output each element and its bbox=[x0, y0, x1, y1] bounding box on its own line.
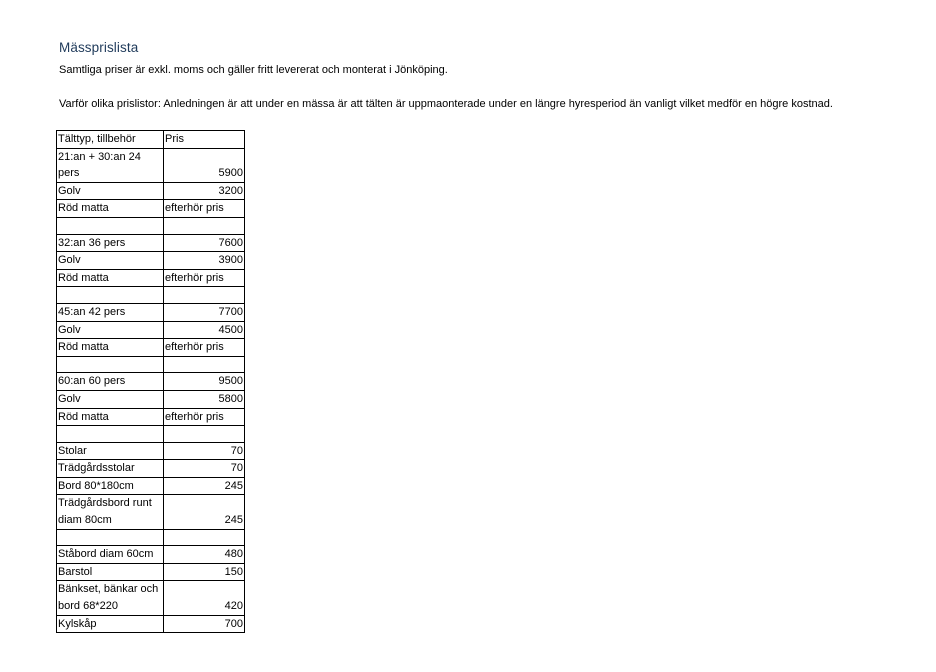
price-cell: 480 bbox=[164, 546, 245, 564]
explanation-text: Varför olika prislistor: Anledningen är att under en mässa är att tälten är uppmaonterade under en längre hyresperiod än vanligt vilket medför en högre kostnad. bbox=[59, 98, 833, 110]
price-cell bbox=[164, 356, 245, 373]
item-cell: Bord 80*180cm bbox=[57, 477, 164, 495]
item-cell bbox=[57, 529, 164, 546]
item-cell: Röd matta bbox=[57, 269, 164, 287]
item-cell: Röd matta bbox=[57, 339, 164, 357]
price-table bbox=[56, 130, 245, 633]
price-cell: 70 bbox=[164, 460, 245, 478]
price-cell: 3900 bbox=[164, 252, 245, 270]
table-row bbox=[57, 339, 245, 357]
price-cell: 700 bbox=[164, 615, 245, 633]
price-cell: 3200 bbox=[164, 182, 245, 200]
item-cell bbox=[57, 287, 164, 304]
price-cell: 7700 bbox=[164, 303, 245, 321]
table-row bbox=[57, 495, 245, 529]
table-row bbox=[57, 182, 245, 200]
table-row bbox=[57, 321, 245, 339]
price-cell: 245 bbox=[164, 495, 245, 529]
item-cell: Röd matta bbox=[57, 200, 164, 218]
item-cell bbox=[57, 426, 164, 443]
price-cell: efterhör pris bbox=[164, 408, 245, 426]
price-cell bbox=[164, 529, 245, 546]
table-row bbox=[57, 460, 245, 478]
item-cell bbox=[57, 356, 164, 373]
item-cell: 45:an 42 pers bbox=[57, 303, 164, 321]
item-cell: Trädgårdsstolar bbox=[57, 460, 164, 478]
item-cell: Golv bbox=[57, 252, 164, 270]
item-cell: Trädgårdsbord runt diam 80cm bbox=[57, 495, 164, 529]
item-cell: 60:an 60 pers bbox=[57, 373, 164, 391]
table-row bbox=[57, 200, 245, 218]
item-cell: 21:an + 30:an 24 pers bbox=[57, 148, 164, 182]
table-row bbox=[57, 529, 245, 546]
table-row bbox=[57, 581, 245, 615]
price-cell: efterhör pris bbox=[164, 200, 245, 218]
terms-text: Samtliga priser är exkl. moms och gäller fritt levererat och monterat i Jönköping. bbox=[59, 64, 448, 76]
item-cell: Kylskåp bbox=[57, 615, 164, 633]
table-row bbox=[57, 408, 245, 426]
table-row bbox=[57, 563, 245, 581]
item-cell bbox=[57, 217, 164, 234]
item-cell: 32:an 36 pers bbox=[57, 234, 164, 252]
table-row bbox=[57, 252, 245, 270]
item-cell: Golv bbox=[57, 321, 164, 339]
price-cell bbox=[164, 217, 245, 234]
price-cell: 70 bbox=[164, 442, 245, 460]
table-row bbox=[57, 442, 245, 460]
header-price: Pris bbox=[164, 131, 245, 149]
table-row bbox=[57, 477, 245, 495]
table-row bbox=[57, 148, 245, 182]
table-row bbox=[57, 217, 245, 234]
table-row bbox=[57, 234, 245, 252]
price-cell: 150 bbox=[164, 563, 245, 581]
item-cell: Golv bbox=[57, 390, 164, 408]
price-cell: 245 bbox=[164, 477, 245, 495]
item-cell: Röd matta bbox=[57, 408, 164, 426]
table-row bbox=[57, 390, 245, 408]
price-cell: 9500 bbox=[164, 373, 245, 391]
table-header-row bbox=[57, 131, 245, 149]
item-cell: Bänkset, bänkar och bord 68*220 bbox=[57, 581, 164, 615]
table-row bbox=[57, 287, 245, 304]
table-row bbox=[57, 303, 245, 321]
table-row bbox=[57, 546, 245, 564]
price-cell bbox=[164, 426, 245, 443]
item-cell: Ståbord diam 60cm bbox=[57, 546, 164, 564]
price-cell: 420 bbox=[164, 581, 245, 615]
header-item: Tälttyp, tillbehör bbox=[57, 131, 164, 149]
price-cell: 5800 bbox=[164, 390, 245, 408]
price-cell: 5900 bbox=[164, 148, 245, 182]
price-cell: efterhör pris bbox=[164, 339, 245, 357]
table-row bbox=[57, 269, 245, 287]
item-cell: Stolar bbox=[57, 442, 164, 460]
item-cell: Golv bbox=[57, 182, 164, 200]
table-row bbox=[57, 373, 245, 391]
price-table-body bbox=[57, 131, 245, 633]
table-row bbox=[57, 426, 245, 443]
price-cell: 4500 bbox=[164, 321, 245, 339]
table-row bbox=[57, 356, 245, 373]
price-cell bbox=[164, 287, 245, 304]
price-cell: efterhör pris bbox=[164, 269, 245, 287]
document-title: Mässprislista bbox=[59, 40, 139, 55]
price-cell: 7600 bbox=[164, 234, 245, 252]
table-row bbox=[57, 615, 245, 633]
item-cell: Barstol bbox=[57, 563, 164, 581]
